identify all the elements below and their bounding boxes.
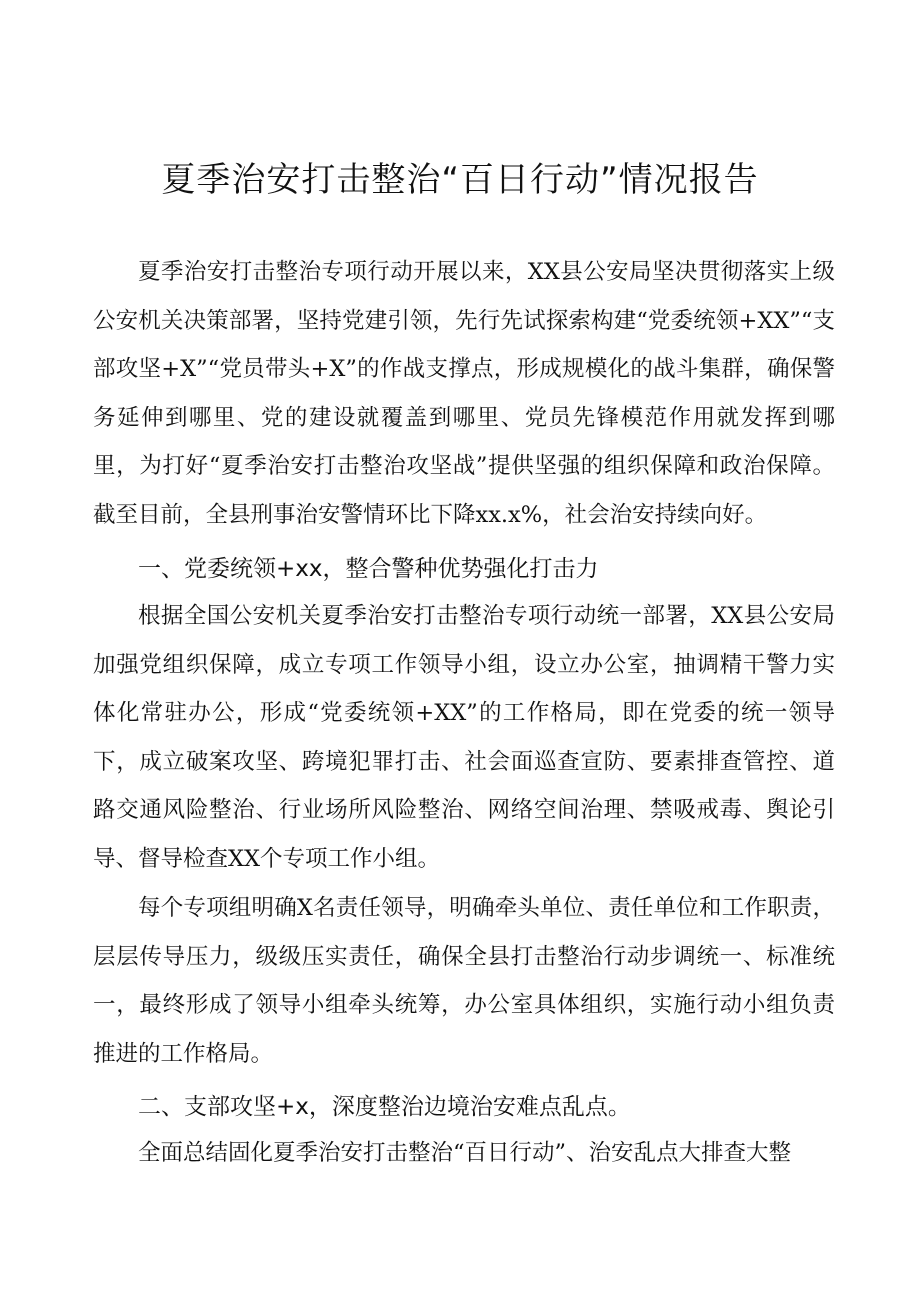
section2-paragraph-1: 全面总结固化夏季治安打击整治“百日行动”、治安乱点大排查大整 bbox=[138, 1140, 792, 1166]
section1-paragraph-1: 根据全国公安机关夏季治安打击整治专项行动统一部署，XX县公安局加强党组织保障，成立专项工作领导小组，设立办公室，抽调精干警力实体化常驻办公，形成“党委统领+XX”的工作格局，即在党委的统一领导下，成立破案攻坚、跨境犯罪打击、社会面巡查宣防、要素排查管控、道路交通风险整治、行业场所风险整治、网络空间治理、禁吸戒毒、舆论引导、督导检查XX个专项工作小组。 bbox=[93, 603, 835, 872]
section-heading-1: 一、党委统领+xx，整合警种优势强化打击力 bbox=[138, 556, 599, 582]
document-title: 夏季治安打击整治“百日行动”情况报告 bbox=[161, 160, 759, 200]
section1-paragraph-2: 每个专项组明确X名责任领导，明确牵头单位、责任单位和工作职责，层层传导压力，级级压实责任，确保全县打击整治行动步调统一、标准统一，最终形成了领导小组牵头统筹，办公室具体组织，实施行动小组负责推进的工作格局。 bbox=[93, 895, 835, 1067]
section-heading-2: 二、支部攻坚+x，深度整治边境治安难点乱点。 bbox=[138, 1094, 631, 1120]
intro-paragraph: 夏季治安打击整治专项行动开展以来，XX县公安局坚决贯彻落实上级公安机关决策部署，坚持党建引领，先行先试探索构建“党委统领+XX”“支部攻坚+X”“党员带头+X”的作战支撑点，形成规模化的战斗集群，确保警务延伸到哪里、党的建设就覆盖到哪里、党员先锋模范作用就发挥到哪里，为打好“夏季治安打击整治攻坚战”提供坚强的组织保障和政治保障。截至目前，全县刑事治安警情环比下降xx.x%，社会治安持续向好。 bbox=[93, 259, 835, 528]
